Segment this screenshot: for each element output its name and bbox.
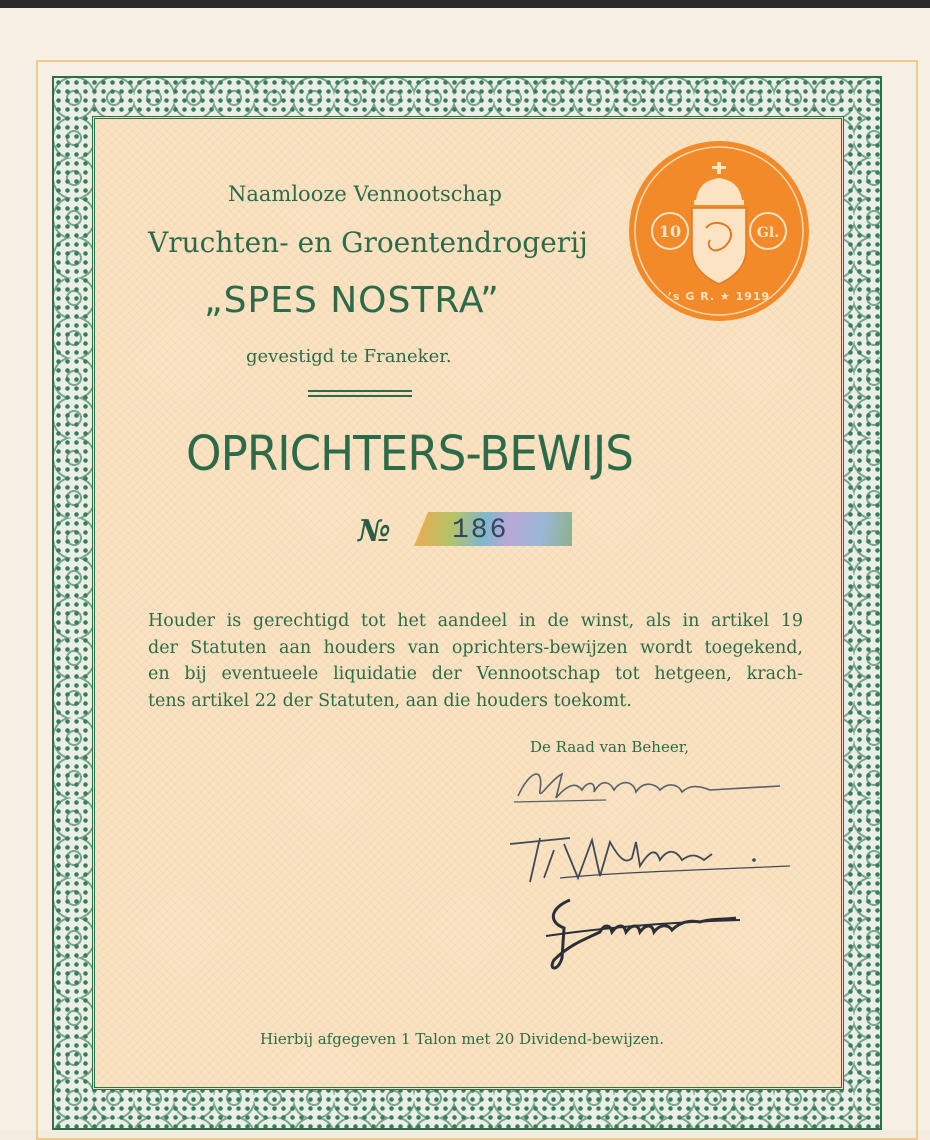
body-line: Houder is gerechtigd tot het aandeel in de winst, als in artikel 19 (148, 611, 803, 631)
company-name: Vruchten- en Groentendrogerij (148, 226, 588, 259)
board-label: De Raad van Beheer, (530, 738, 690, 756)
document-title: OPRICHTERS-BEWIJS (186, 426, 633, 482)
signature-2 (500, 820, 800, 890)
company-brand: „SPES NOSTRA” (204, 280, 500, 321)
body-line: en bij eventueele liquidatie der Vennootschap tot hetgeen, krach- (148, 664, 803, 684)
signature-3 (540, 888, 760, 978)
body-line: der Statuten aan houders van oprichters-bewijzen wordt toegekend, (148, 637, 803, 658)
stamp-bottom-text: ’s G R. ★ 1919 (667, 290, 771, 303)
divider-rule (308, 395, 412, 397)
company-seat: gevestigd te Franeker. (246, 346, 452, 367)
company-type: Naamlooze Vennootschap (228, 182, 502, 206)
divider-rule (308, 390, 412, 392)
body-line: tens artikel 22 der Statuten, aan die houders toekomt. (148, 690, 632, 711)
signature-1 (510, 760, 790, 810)
footer-note: Hierbij afgegeven 1 Talon met 20 Dividend-bewijzen. (260, 1030, 664, 1048)
stamp-value: 10 (658, 222, 682, 241)
tax-stamp (626, 138, 812, 324)
certificate-number: 186 (452, 515, 509, 546)
number-label: № (358, 514, 391, 549)
stamp-unit: Gl. (756, 225, 780, 241)
certificate-body-text (148, 608, 803, 714)
